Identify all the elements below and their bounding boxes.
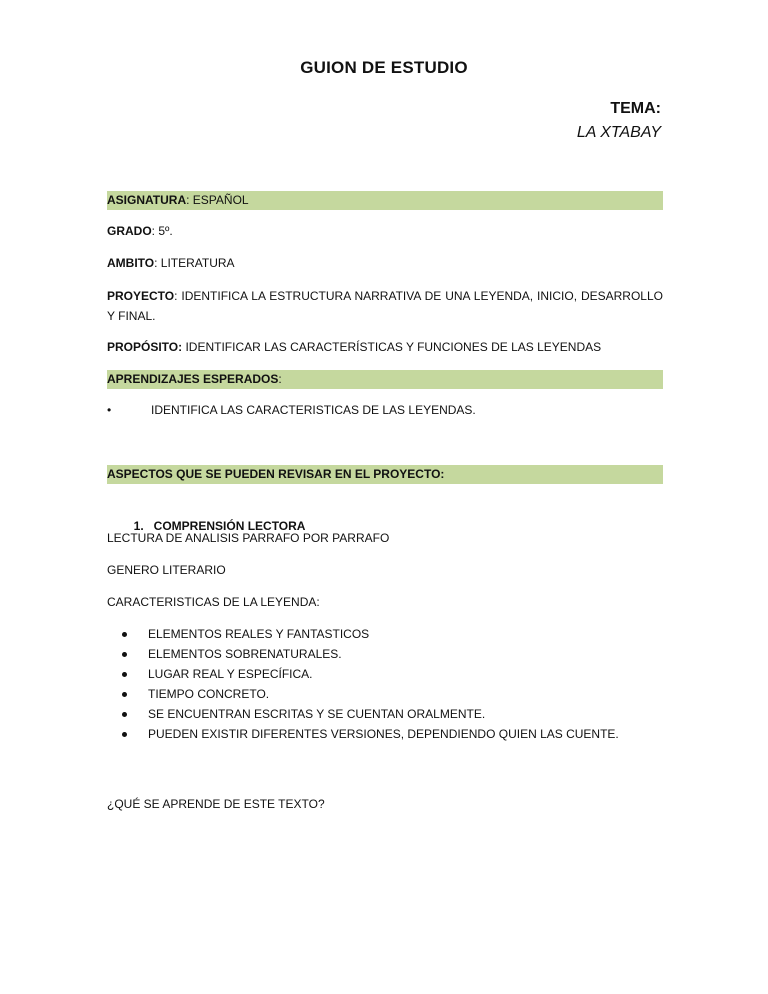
proposito-value: IDENTIFICAR LAS CARACTERÍSTICAS Y FUNCIONES DE LAS LEYENDAS [182, 340, 602, 354]
aprendizajes-row [107, 370, 663, 389]
list-item [107, 624, 663, 644]
list-item-text: ELEMENTOS REALES Y FANTASTICOS [148, 627, 370, 641]
aprendizaje-item [107, 401, 663, 420]
asignatura-label: ASIGNATURA [107, 193, 187, 207]
bullet-dot [122, 732, 127, 737]
grado-value: : 5º. [151, 224, 173, 238]
proposito-row [107, 338, 663, 357]
bullet-dot [122, 712, 127, 717]
asignatura-row [107, 191, 663, 210]
lectura-line: LECTURA DE ANALISIS PARRAFO POR PARRAFO [107, 531, 390, 545]
grado-row [107, 222, 663, 241]
proyecto-row [107, 286, 663, 326]
genero-line: GENERO LITERARIO [107, 563, 226, 577]
list-item-text: PUEDEN EXISTIR DIFERENTES VERSIONES, DEPENDIENDO QUIEN LAS CUENTE. [148, 727, 619, 741]
aspectos-row [107, 465, 663, 484]
list-item [107, 664, 663, 684]
list-item-text: SE ENCUENTRAN ESCRITAS Y SE CUENTAN ORALMENTE. [148, 707, 486, 721]
ambito-row [107, 254, 663, 273]
list-item [107, 644, 663, 664]
ambito-value: : LITERATURA [154, 256, 235, 270]
list-item-text: ELEMENTOS SOBRENATURALES. [148, 647, 342, 661]
document-title: GUION DE ESTUDIO [300, 58, 468, 77]
tema-value: LA XTABAY [576, 124, 661, 141]
aprendizaje-bullet: • [107, 403, 112, 417]
bullet-dot [122, 672, 127, 677]
asignatura-value: : ESPAÑOL [186, 193, 249, 207]
aprendizajes-label: APRENDIZAJES ESPERADOS [107, 372, 279, 386]
grado-label: GRADO [107, 224, 152, 238]
list-item-text: TIEMPO CONCRETO. [148, 687, 270, 701]
list-item [107, 724, 663, 744]
aprendizajes-colon: : [278, 372, 282, 386]
list-item [107, 704, 663, 724]
aprendizaje-text: IDENTIFICA LAS CARACTERISTICAS DE LAS LEYENDAS. [151, 403, 476, 417]
proyecto-value: : IDENTIFICA LA ESTRUCTURA NARRATIVA DE UNA LEYENDA, INICIO, DESARROLLO Y FINAL. [107, 289, 663, 323]
proyecto-label: PROYECTO [107, 289, 175, 303]
ambito-label: AMBITO [107, 256, 155, 270]
bullet-dot [122, 652, 127, 657]
bullet-dot [122, 632, 127, 637]
tema-label: TEMA: [610, 100, 661, 117]
pregunta-line: ¿QUÉ SE APRENDE DE ESTE TEXTO? [107, 797, 325, 811]
proposito-label: PROPÓSITO: [107, 340, 183, 354]
list-item-text: LUGAR REAL Y ESPECÍFICA. [148, 667, 313, 681]
caracteristicas-line: CARACTERISTICAS DE LA LEYENDA: [107, 595, 320, 609]
caracteristicas-list [107, 624, 663, 744]
bullet-dot [122, 692, 127, 697]
comprension-lectora: 1. COMPRENSIÓN LECTORA [133, 519, 306, 533]
aspectos-heading: ASPECTOS QUE SE PUEDEN REVISAR EN EL PROYECTO: [107, 467, 445, 481]
list-item [107, 684, 663, 704]
